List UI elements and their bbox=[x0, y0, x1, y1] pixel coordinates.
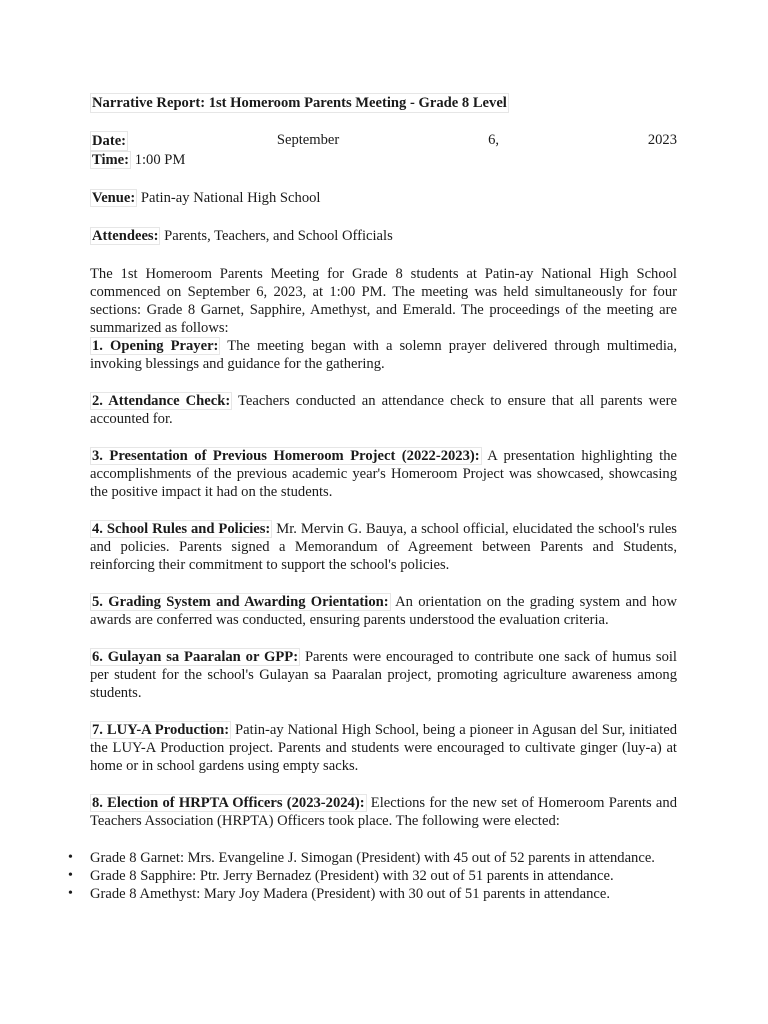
agenda-item-heading: 6. Gulayan sa Paaralan or GPP: bbox=[92, 649, 299, 665]
date-label: Date: bbox=[92, 133, 127, 149]
officers-list bbox=[68, 849, 655, 903]
attendees-line bbox=[90, 227, 677, 245]
time-line bbox=[90, 151, 677, 169]
agenda-item-heading: 1. Opening Prayer: bbox=[92, 338, 219, 354]
agenda-item-gulayan bbox=[90, 648, 677, 702]
agenda-item-previous-project bbox=[90, 447, 677, 501]
agenda-item-text: A presentation highlighting the accomplishments of the previous academic year's Homeroom Project was showcased, showcasing the positive impact it had on the students. bbox=[90, 448, 677, 500]
agenda-item-hrpta-election bbox=[90, 794, 677, 830]
venue-line bbox=[90, 189, 677, 207]
agenda-item-heading: 7. LUY-A Production: bbox=[92, 722, 230, 738]
venue-value: Patin-ay National High School bbox=[140, 190, 321, 206]
agenda-item-text: Parents were encouraged to contribute one sack of humus soil per student for the school's Gulayan sa Paaralan project, promoting agriculture awareness among students. bbox=[90, 649, 677, 701]
agenda-item-heading: 5. Grading System and Awarding Orientation: bbox=[92, 594, 389, 610]
agenda-item-text: An orientation on the grading system and how awards are conferred was conducted, ensuring parents understood the evaluation criteria. bbox=[90, 594, 677, 628]
attendees-value: Parents, Teachers, and School Officials bbox=[164, 228, 393, 244]
list-item: • Grade 8 Garnet: Mrs. Evangeline J. Simogan (President) with 45 out of 52 parents in attendance. bbox=[68, 849, 655, 867]
list-item: • Grade 8 Sapphire: Ptr. Jerry Bernadez (President) with 32 out of 51 parents in attendance. bbox=[68, 867, 655, 885]
intro-paragraph: The 1st Homeroom Parents Meeting for Grade 8 students at Patin-ay National High School commenced on September 6, 2023, at 1:00 PM. The meeting was held simultaneously for four sections: Grade 8 Garnet, Sapphire, Amethyst, and Emerald. The proceedings of the meeting are summarized as follows: bbox=[90, 266, 677, 336]
agenda-item-heading: 8. Election of HRPTA Officers (2023-2024): bbox=[92, 795, 365, 811]
venue-label: Venue: bbox=[92, 190, 136, 206]
agenda-item-text: Elections for the new set of Homeroom Parents and Teachers Association (HRPTA) Officers took place. The following were elected: bbox=[90, 795, 678, 829]
agenda-item-attendance-check bbox=[90, 392, 677, 428]
agenda-item-grading-system bbox=[90, 593, 677, 629]
agenda-item-school-rules bbox=[90, 520, 677, 574]
agenda-item-text: Teachers conducted an attendance check to ensure that all parents were accounted for. bbox=[90, 393, 677, 427]
date-line bbox=[90, 131, 677, 151]
agenda-item-text: Patin-ay National High School, being a pioneer in Agusan del Sur, initiated the LUY-A Production project. Parents and students were encouraged to cultivate ginger (luy-a) at home or in school gardens using empty sacks. bbox=[90, 722, 677, 774]
agenda-item-luya-production bbox=[90, 721, 677, 775]
report-title: Narrative Report: 1st Homeroom Parents Meeting - Grade 8 Level bbox=[92, 95, 507, 111]
agenda-item-text: Mr. Mervin G. Bauya, a school official, elucidated the school's rules and policies. Parents signed a Memorandum of Agreement between Parents and Students, reinforcing their commitment to support the school's policies. bbox=[90, 521, 677, 573]
document-page bbox=[90, 93, 677, 903]
date-day: 6, bbox=[488, 132, 500, 148]
agenda-item-heading: 2. Attendance Check: bbox=[92, 393, 231, 409]
agenda-item-heading: 3. Presentation of Previous Homeroom Project (2022-2023): bbox=[92, 448, 480, 464]
time-label: Time: bbox=[92, 152, 130, 168]
agenda-item-text: The meeting began with a solemn prayer delivered through multimedia, invoking blessings and guidance for the gathering. bbox=[90, 338, 677, 372]
date-year: 2023 bbox=[647, 132, 677, 148]
attendees-label: Attendees: bbox=[92, 228, 159, 244]
date-month: September bbox=[276, 132, 340, 148]
list-item: • Grade 8 Amethyst: Mary Joy Madera (President) with 30 out of 51 parents in attendance. bbox=[68, 885, 655, 903]
agenda-item-heading: 4. School Rules and Policies: bbox=[92, 521, 271, 537]
time-value: 1:00 PM bbox=[134, 152, 186, 168]
agenda-item-opening-prayer bbox=[90, 337, 677, 373]
